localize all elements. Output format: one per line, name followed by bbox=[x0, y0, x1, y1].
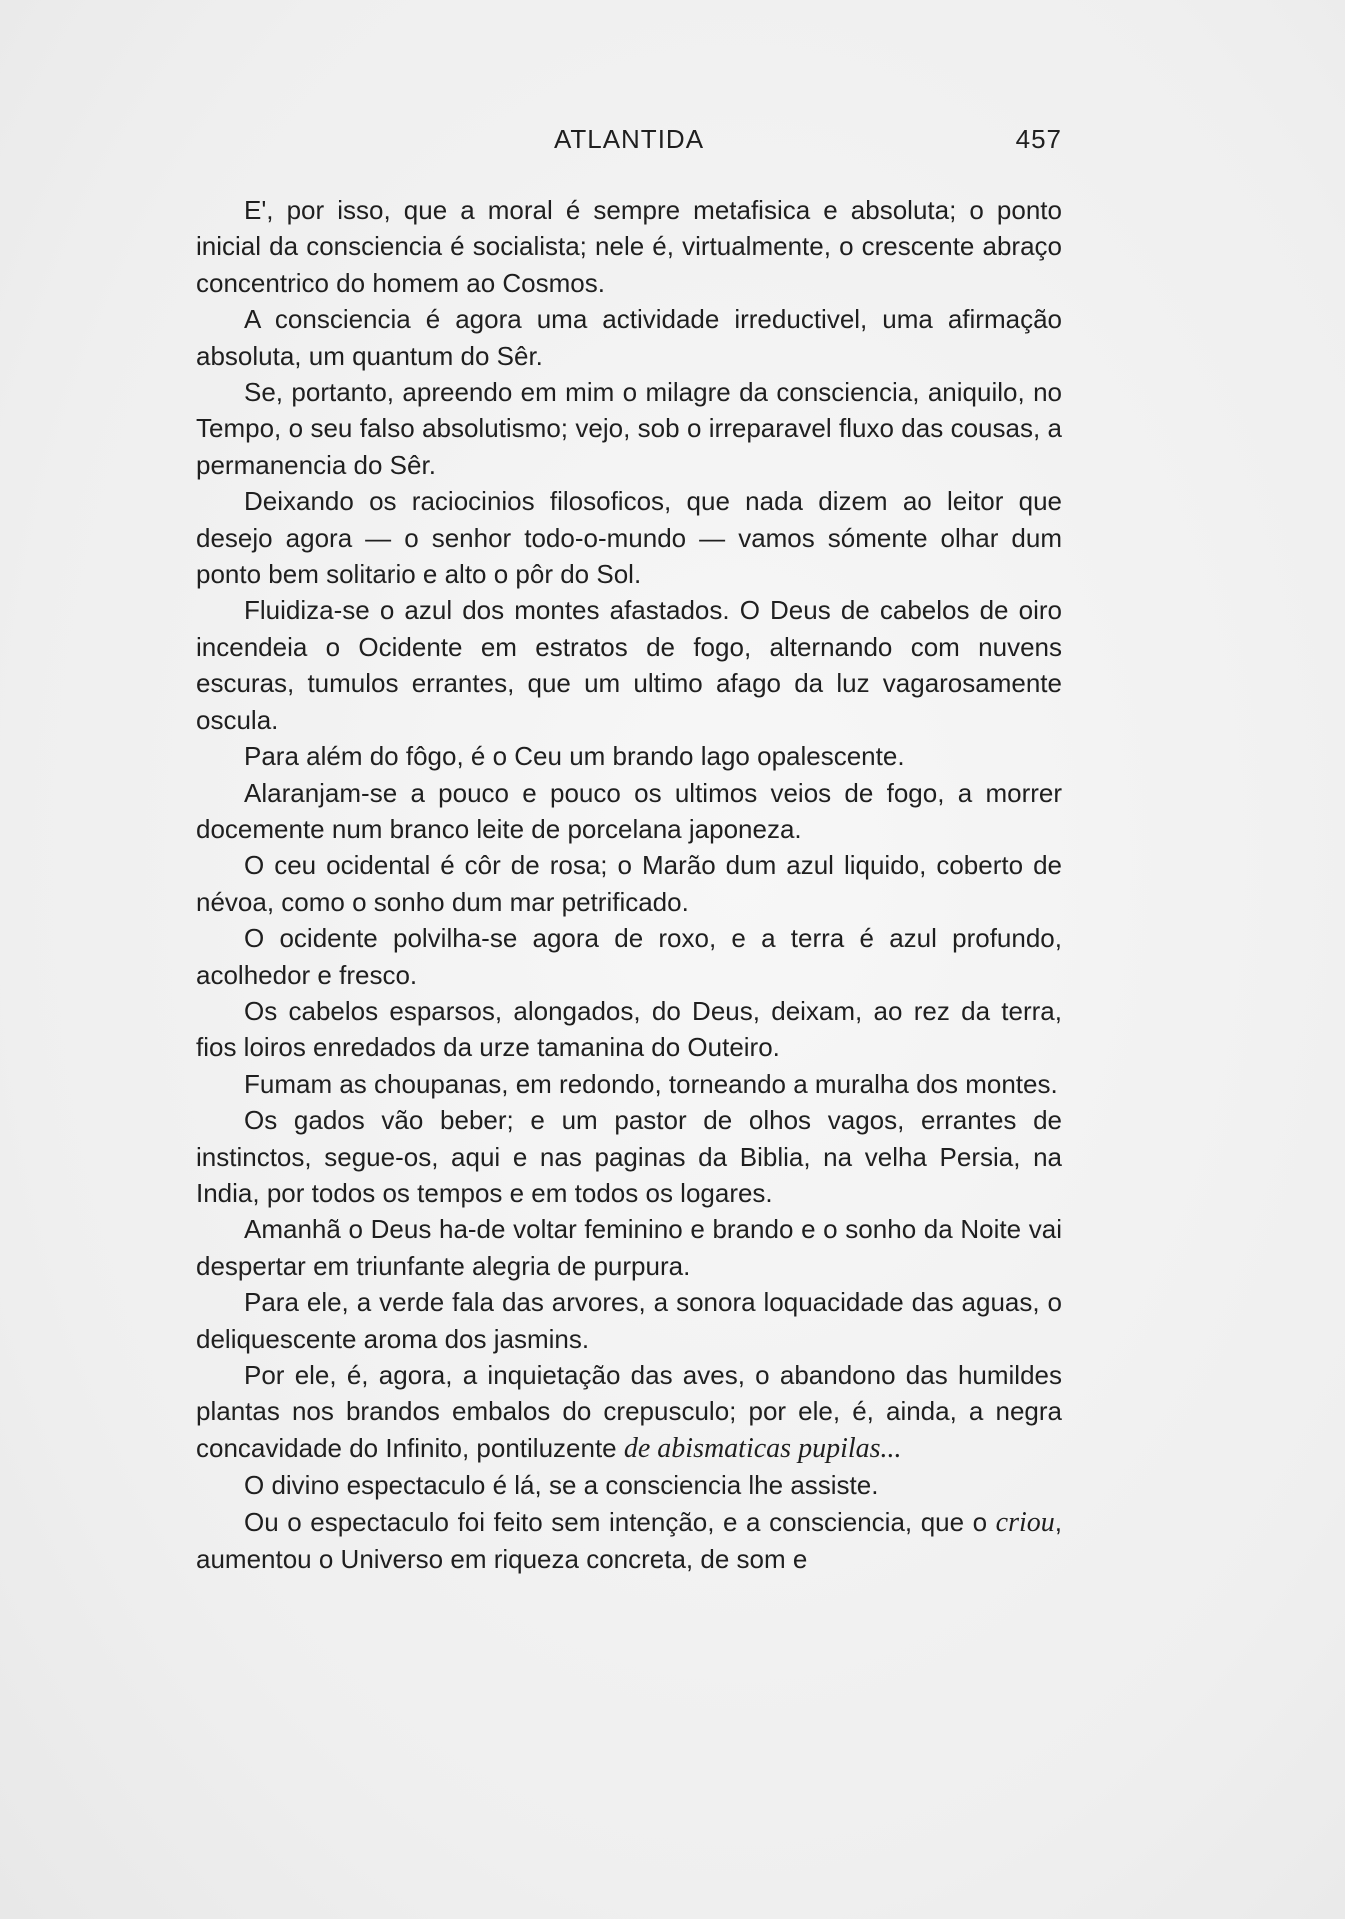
paragraph bbox=[196, 847, 1062, 920]
paragraph-text: Alaranjam-se a pouco e pouco os ultimos veios de fogo, a morrer docemente num branco leite de porcelana japoneza. bbox=[196, 777, 1062, 844]
paragraph-text: Os cabelos esparsos, alongados, do Deus, deixam, ao rez da terra, fios loiros enredados da urze tamanina do Outeiro. bbox=[196, 995, 1062, 1063]
paragraph bbox=[196, 920, 1062, 993]
paragraph-text: Para ele, a verde fala das arvores, a sonora loquacidade das aguas, o deliquescente aroma dos jasmins. bbox=[196, 1287, 1062, 1354]
page-number: 457 bbox=[1015, 124, 1062, 154]
paragraph-text: O ocidente polvilha-se agora de roxo, e a terra é azul profundo, acolhedor e fresco. bbox=[196, 923, 1062, 990]
paragraph-text: , aumentou o Universo em riqueza concreta, de som e bbox=[196, 1506, 1062, 1575]
paragraph-text: A consciencia é agora uma actividade irreductivel, uma afirmação absoluta, um quantum do Sêr. bbox=[196, 304, 1062, 371]
paragraph bbox=[196, 1211, 1062, 1284]
paragraph-text: O divino espectaculo é lá, se a consciencia lhe assiste. bbox=[244, 1470, 879, 1501]
running-title: ATLANTIDA bbox=[553, 124, 705, 154]
running-header bbox=[196, 124, 1062, 164]
paragraph-text: Os gados vão beber; e um pastor de olhos vagos, errantes de instinctos, segue-os, aqui e nas paginas da Biblia, na velha Persia, na India, por todos os tempos e em todos os logares. bbox=[196, 1105, 1062, 1208]
paragraph bbox=[196, 1102, 1062, 1211]
italic-text: criou bbox=[995, 1506, 1055, 1538]
italic-text: de abismaticas pupilas... bbox=[623, 1432, 902, 1464]
paragraph bbox=[196, 775, 1062, 848]
paragraph bbox=[196, 1357, 1062, 1467]
paragraph-text: Fumam as choupanas, em redondo, torneando a muralha dos montes. bbox=[244, 1068, 1058, 1099]
paragraph-text: Ou o espectaculo foi feito sem intenção, e a consciencia, que o bbox=[244, 1506, 996, 1537]
paragraph-text: Fluidiza-se o azul dos montes afastados. O Deus de cabelos de oiro incendeia o Ocidente em estratos de fogo, alternando com nuvens escuras, tumulos errantes, que um ultimo afago da luz vagarosamente oscula. bbox=[196, 595, 1062, 735]
paragraph bbox=[196, 592, 1062, 738]
body-text bbox=[196, 192, 1062, 1577]
paragraph bbox=[196, 1504, 1062, 1578]
paragraph bbox=[196, 738, 1062, 774]
paragraph bbox=[196, 483, 1062, 592]
paragraph-text: Amanhã o Deus ha-de voltar feminino e brando e o sonho da Noite vai despertar em triunfante alegria de purpura. bbox=[196, 1214, 1062, 1281]
paragraph bbox=[196, 1066, 1062, 1102]
paragraph bbox=[196, 301, 1062, 374]
paragraph-text: Para além do fôgo, é o Ceu um brando lago opalescente. bbox=[244, 741, 905, 772]
paragraph bbox=[196, 1467, 1062, 1503]
paragraph-text: Deixando os raciocinios filosoficos, que nada dizem ao leitor que desejo agora — o senhor todo-o-mundo — vamos sómente olhar dum ponto bem solitario e alto o pôr do Sol. bbox=[196, 486, 1062, 590]
paragraph bbox=[196, 374, 1062, 483]
paragraph bbox=[196, 993, 1062, 1066]
paragraph-text: Se, portanto, apreendo em mim o milagre da consciencia, aniquilo, no Tempo, o seu falso absolutismo; vejo, sob o irreparavel fluxo das cousas, a permanencia do Sêr. bbox=[196, 377, 1062, 480]
paragraph-text: O ceu ocidental é côr de rosa; o Marão dum azul liquido, coberto de névoa, como o sonho dum mar petrificado. bbox=[196, 850, 1062, 917]
paragraph bbox=[196, 192, 1062, 301]
paragraph-text: Por ele, é, agora, a inquietação das aves, o abandono das humildes plantas nos brandos embalos do crepusculo; por ele, é, ainda, a negra concavidade do Infinito, pontiluzente bbox=[196, 1360, 1062, 1463]
paragraph bbox=[196, 1284, 1062, 1357]
paragraph-text: E', por isso, que a moral é sempre metafisica e absoluta; o ponto inicial da consciencia é socialista; nele é, virtualmente, o crescente abraço concentrico do homem ao Cosmos. bbox=[196, 195, 1062, 298]
